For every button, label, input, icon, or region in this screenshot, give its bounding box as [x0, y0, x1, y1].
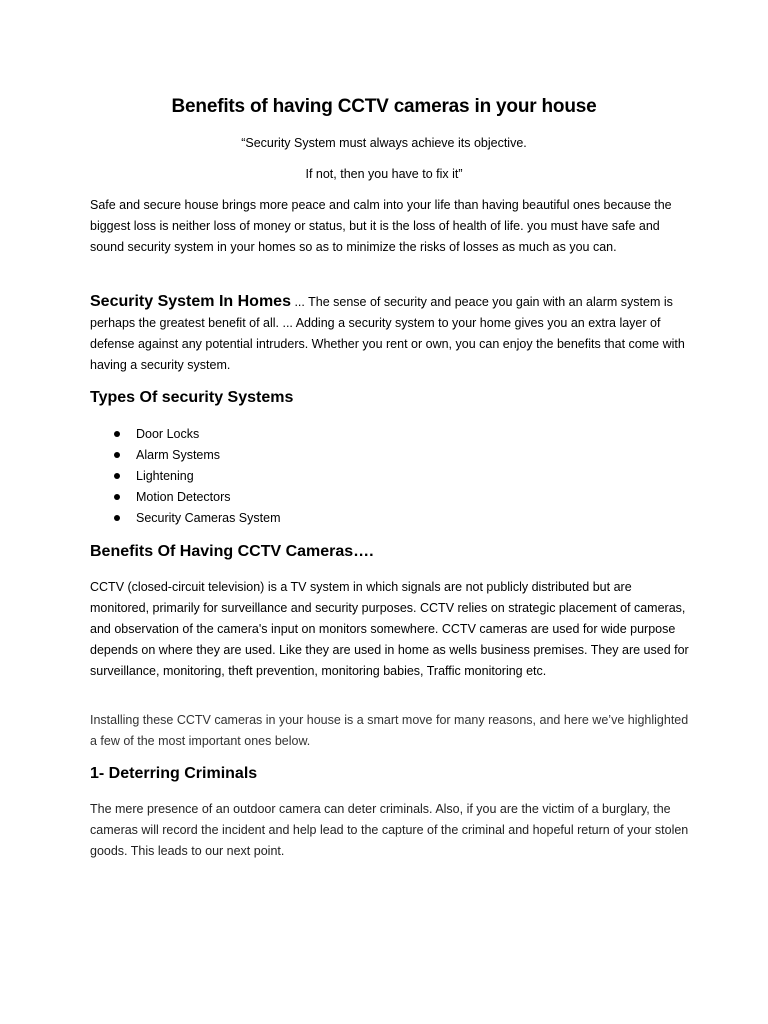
benefits-heading: Benefits Of Having CCTV Cameras…. — [90, 543, 374, 560]
security-homes-paragraph — [90, 291, 690, 376]
bullet-icon — [114, 494, 120, 500]
list-item-label: Lightening — [136, 469, 194, 483]
list-item — [112, 424, 280, 445]
deterring-criminals-paragraph: The mere presence of an outdoor camera can deter criminals. Also, if you are the victim of a burglary, the cameras will record the incident and help lead to the capture of the criminal and hopeful return of your stolen goods. This leads to our next point. — [90, 802, 689, 858]
list-item-label: Alarm Systems — [136, 448, 221, 462]
security-homes-heading: Security System In Homes — [90, 293, 291, 310]
security-homes-text: ... The sense of security and peace you gain with an alarm system is perhaps the greatest benefit of all. ... Adding a security system to your home gives you an extra layer of defense against any potential intruders. Whether you rent or own, you can enjoy the benefits that come with having a security system. — [90, 295, 685, 372]
types-heading: Types Of security Systems — [90, 389, 294, 406]
list-item-label: Security Cameras System — [136, 511, 281, 525]
cctv-paragraph: CCTV (closed-circuit television) is a TV system in which signals are not publicly distributed but are monitored, primarily for surveillance and security purposes. CCTV relies on strategic placement of cameras, and observation of the camera's input on monitors somewhere. CCTV cameras are used for wide purpose depends on where they are used. Like they are used in home as wells business premises. They are used for surveillance, monitoring, theft prevention, monitoring babies, Traffic monitoring etc. — [90, 580, 689, 678]
install-paragraph: Installing these CCTV cameras in your house is a smart move for many reasons, and here we’ve highlighted a few of the most important ones below. — [90, 713, 689, 748]
quote-line-2: If not, then you have to fix it” — [305, 167, 463, 181]
list-item — [112, 445, 280, 466]
deterring-criminals-heading: 1- Deterring Criminals — [90, 765, 258, 782]
types-list — [112, 424, 280, 529]
list-item — [112, 466, 280, 487]
intro-paragraph: Safe and secure house brings more peace and calm into your life than having beautiful ones because the biggest loss is neither loss of money or status, but it is the loss of health of life. you must have safe and sound security system in your homes so as to minimize the risks of losses as much as you can. — [90, 198, 672, 254]
list-item-label: Motion Detectors — [136, 490, 231, 504]
list-item — [112, 487, 280, 508]
document-title: Benefits of having CCTV cameras in your house — [171, 96, 597, 117]
bullet-icon — [114, 431, 120, 437]
list-item-label: Door Locks — [136, 427, 200, 441]
bullet-icon — [114, 473, 120, 479]
bullet-icon — [114, 452, 120, 458]
quote-line-1: “Security System must always achieve its objective. — [241, 136, 527, 150]
bullet-icon — [114, 515, 120, 521]
list-item — [112, 508, 280, 529]
